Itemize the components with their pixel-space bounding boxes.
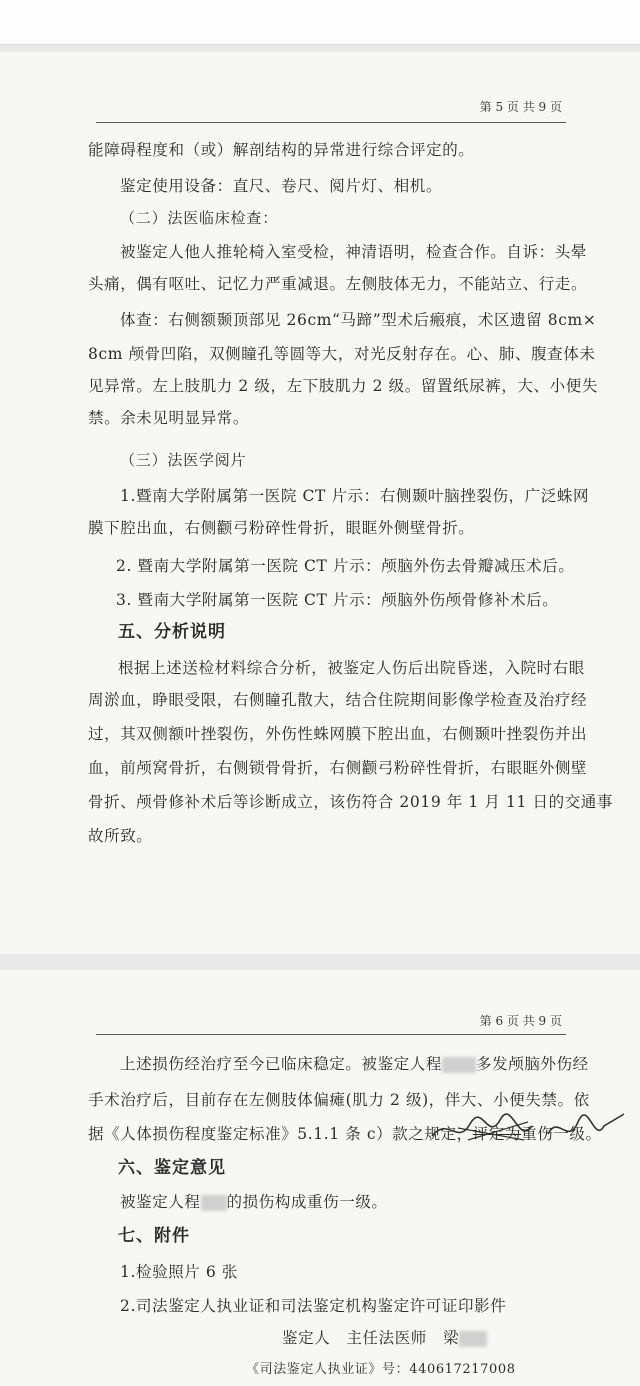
- text-fragment: 评定为: [472, 1125, 522, 1143]
- text-line: 根据上述送检材料综合分析，被鉴定人伤后出院昏迷，入院时右眼: [118, 659, 585, 677]
- text-line: 头痛，偶有呕吐、记忆力严重减退。左侧肢体无力，不能站立、行走。: [88, 275, 588, 293]
- text-line: 8cm 颅骨凹陷，双侧瞳孔等圆等大，对光反射存在。心、肺、腹查体未: [88, 345, 596, 363]
- text-line: 鉴定使用设备：直尺、卷尺、阅片灯、相机。: [120, 177, 443, 195]
- redaction-mark: [442, 1057, 476, 1073]
- text-fragment: 据《人体损伤程度鉴定标准》5.1.1 条 c）款之规定，: [88, 1125, 473, 1143]
- text-fragment: 多发颅脑外伤经: [476, 1055, 589, 1073]
- document-page-6: [0, 970, 640, 1386]
- text-line: 周淤血，睁眼受限，右侧瞳孔散大，结合住院期间影像学检查及治疗经: [88, 691, 588, 709]
- redaction-mark: [201, 1195, 227, 1211]
- text-line: 2.司法鉴定人执业证和司法鉴定机构鉴定许可证印影件: [120, 1297, 507, 1315]
- text-fragment: 鉴定人 主任法医师 梁: [282, 1329, 460, 1347]
- text-line: [120, 1192, 590, 1212]
- text-fragment: 重伤一级。: [521, 1125, 602, 1143]
- text-line: 1.检验照片 6 张: [120, 1263, 239, 1281]
- text-line: 2. 暨南大学附属第一医院 CT 片示：颅脑外伤去骨瓣减压术后。: [116, 557, 575, 575]
- header-rule: [96, 122, 566, 123]
- text-line: 骨折、颅骨修补术后等诊断成立，该伤符合 2019 年 1 月 11 日的交通事: [88, 793, 613, 811]
- header-rule: [96, 1034, 566, 1035]
- appraiser-line: [282, 1328, 640, 1348]
- section-heading: （二）法医临床检查：: [120, 209, 279, 227]
- section-heading: 五、分析说明: [118, 622, 226, 642]
- text-line: 3. 暨南大学附属第一医院 CT 片示：颅脑外伤颅骨修补术后。: [116, 591, 559, 609]
- license-line: 《司法鉴定人执业证》号：440617217008: [246, 1362, 516, 1377]
- text-line: 见异常。左上肢肌力 2 级，左下肢肌力 2 级。留置纸尿裤，大、小便失: [88, 377, 598, 395]
- top-bar: [0, 0, 640, 45]
- signature-scribble: [428, 1106, 628, 1152]
- text-line: 故所致。: [88, 827, 153, 845]
- text-fragment: 的损伤构成重伤一级。: [226, 1193, 388, 1211]
- page-number: 第 5 页 共 9 页: [479, 100, 562, 114]
- text-line: 能障碍程度和（或）解剖结构的异常进行综合评定的。: [88, 141, 475, 159]
- text-line: 体查：右侧额颞顶部见 26cm“马蹄”型术后瘢痕，术区遗留 8cm×: [120, 311, 597, 329]
- page-number: 第 6 页 共 9 页: [479, 1014, 562, 1028]
- text-line: 被鉴定人他人推轮椅入室受检，神清语明，检查合作。自诉：头晕: [120, 243, 587, 261]
- text-line: 禁。余未见明显异常。: [88, 409, 250, 427]
- text-line: 手术治疗后，目前存在左侧肢体偏瘫(肌力 2 级)，伴大、小便失禁。依: [88, 1091, 590, 1109]
- redaction-mark: [459, 1331, 487, 1347]
- text-line: 血，前颅窝骨折，右侧锁骨骨折，右侧颧弓粉碎性骨折，右眼眶外侧壁: [88, 759, 588, 777]
- text-fragment: 上述损伤经治疗至今已临床稳定。被鉴定人程: [120, 1055, 443, 1073]
- section-heading: 六、鉴定意见: [118, 1158, 226, 1178]
- text-line: 1.暨南大学附属第一医院 CT 片示：右侧颞叶脑挫裂伤，广泛蛛网: [120, 487, 590, 505]
- text-line: 膜下腔出血，右侧颧弓粉碎性骨折，眼眶外侧壁骨折。: [88, 519, 475, 537]
- text-line: 过，其双侧额叶挫裂伤，外伤性蛛网膜下腔出血，右侧颞叶挫裂伤并出: [88, 725, 588, 743]
- text-fragment: 被鉴定人程: [120, 1193, 201, 1211]
- section-heading: （三）法医学阅片: [120, 451, 247, 469]
- section-heading: 七、附件: [118, 1226, 190, 1246]
- text-line: [120, 1054, 590, 1074]
- document-page-5: [0, 52, 640, 954]
